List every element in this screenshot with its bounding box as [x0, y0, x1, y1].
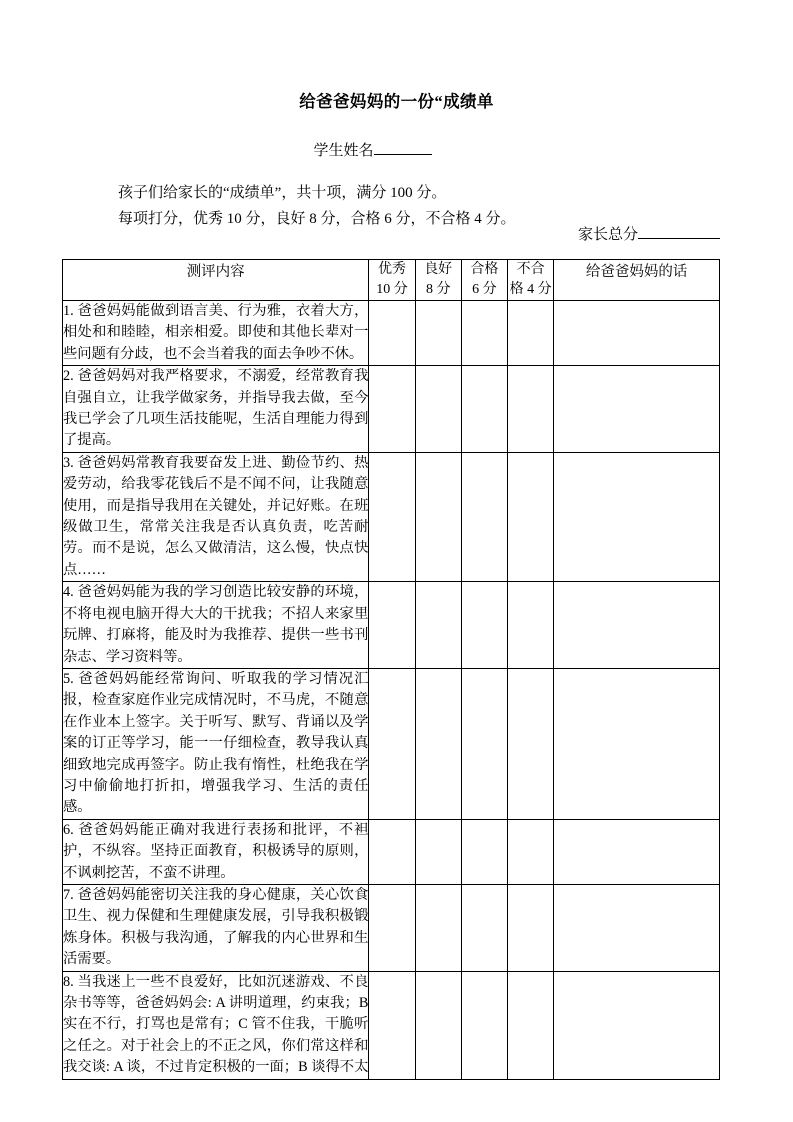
row-note-cell[interactable] — [554, 668, 720, 819]
row-pass-cell[interactable] — [461, 366, 507, 453]
header-good — [415, 260, 461, 301]
row-good-cell[interactable] — [415, 884, 461, 971]
row-excellent-cell[interactable] — [369, 668, 415, 819]
evaluation-table — [62, 259, 720, 1080]
header-fail — [508, 260, 554, 301]
table-row — [63, 668, 720, 819]
row-text: 4. 爸爸妈妈能为我的学习创造比较安静的环境，不将电视电脑开得大大的干扰我；不招人来家里玩牌、打麻将，能及时为我推荐、提供一些书刊杂志、学习资料等。 — [63, 582, 369, 669]
intro-line-2: 每项打分，优秀 10 分，良好 8 分，合格 6 分，不合格 4 分。 — [118, 211, 516, 227]
table-row — [63, 301, 720, 366]
header-pass-score: 6 分 — [472, 282, 497, 297]
parent-total-line — [0, 222, 793, 244]
row-note-cell[interactable] — [554, 301, 720, 366]
row-note-cell[interactable] — [554, 971, 720, 1079]
row-pass-cell[interactable] — [461, 452, 507, 581]
header-excellent-label: 优秀 — [377, 262, 406, 277]
table-row — [63, 452, 720, 581]
table-row — [63, 971, 720, 1079]
row-text: 5. 爸爸妈妈能经常询问、听取我的学习情况汇报，检查家庭作业完成情况时，不马虎，不随意在作业本上签字。关于听写、默写、背诵以及学案的订正等学习，能一一仔细检查，教导我认真细致地完成再签字。防止我有惰性，杜绝我在学习中偷偷地打折扣，增强我学习、生活的责任感。 — [63, 668, 369, 819]
row-text: 3. 爸爸妈妈常教育我要奋发上进、勤俭节约、热爱劳动，给我零花钱后不是不闻不问，让我随意使用，而是指导我用在关键处，并记好账。在班级做卫生，常常关注我是否认真负责，吃苦耐劳。而不是说，怎么又做清洁，这么慢，快点快点…… — [63, 452, 369, 581]
header-content: 测评内容 — [63, 260, 369, 301]
header-excellent-score: 10 分 — [376, 282, 408, 297]
row-fail-cell[interactable] — [508, 582, 554, 669]
row-fail-cell[interactable] — [508, 301, 554, 366]
row-pass-cell[interactable] — [461, 301, 507, 366]
header-excellent — [369, 260, 415, 301]
row-note-cell[interactable] — [554, 819, 720, 884]
row-fail-cell[interactable] — [508, 819, 554, 884]
row-note-cell[interactable] — [554, 366, 720, 453]
row-excellent-cell[interactable] — [369, 366, 415, 453]
row-text: 6. 爸爸妈妈能正确对我进行表扬和批评，不袒护，不纵容。坚持正面教育，积极诱导的原则，不讽刺挖苦，不蛮不讲理。 — [63, 819, 369, 884]
header-good-label: 良好 — [424, 262, 453, 277]
row-fail-cell[interactable] — [508, 452, 554, 581]
table-row — [63, 366, 720, 453]
table-row — [63, 582, 720, 669]
row-excellent-cell[interactable] — [369, 884, 415, 971]
row-pass-cell[interactable] — [461, 668, 507, 819]
row-good-cell[interactable] — [415, 452, 461, 581]
table-body — [63, 301, 720, 1080]
row-excellent-cell[interactable] — [369, 971, 415, 1079]
row-text: 7. 爸爸妈妈能密切关注我的身心健康，关心饮食卫生、视力保健和生理健康发展，引导我积极锻炼身体。积极与我沟通，了解我的内心世界和生活需要。 — [63, 884, 369, 971]
parent-total-field[interactable] — [638, 222, 720, 239]
student-name-line — [0, 138, 793, 160]
row-note-cell[interactable] — [554, 582, 720, 669]
row-excellent-cell[interactable] — [369, 582, 415, 669]
student-name-field[interactable] — [374, 138, 432, 155]
row-good-cell[interactable] — [415, 668, 461, 819]
row-note-cell[interactable] — [554, 452, 720, 581]
row-good-cell[interactable] — [415, 819, 461, 884]
row-text: 8. 当我迷上一些不良爱好，比如沉迷游戏、不良杂书等等，爸爸妈妈会: A 讲明道理，约束我；B 实在不行，打骂也是常有；C 管不住我，干脆听之任之。对于社会上的不正之风，你们常这样和我交谈: A 谈，不过肯定积极的一面；B 谈得不太 — [63, 971, 369, 1079]
header-fail-score: 格 4 分 — [509, 282, 552, 297]
intro-line-1: 孩子们给家长的“成绩单”，共十项，满分 100 分。 — [118, 185, 447, 201]
row-excellent-cell[interactable] — [369, 452, 415, 581]
row-fail-cell[interactable] — [508, 971, 554, 1079]
table-row — [63, 884, 720, 971]
row-excellent-cell[interactable] — [369, 301, 415, 366]
page-title: 给爸爸妈妈的一份“成绩单 — [299, 92, 494, 111]
row-excellent-cell[interactable] — [369, 819, 415, 884]
header-pass — [461, 260, 507, 301]
row-fail-cell[interactable] — [508, 366, 554, 453]
header-pass-label: 合格 — [470, 262, 499, 277]
row-text: 1. 爸爸妈妈能做到语言美、行为雅，衣着大方，相处和和睦睦，相亲相爱。即使和其他长辈对一些问题有分歧，也不会当着我的面去争吵不休。 — [63, 301, 369, 366]
header-note: 给爸爸妈妈的话 — [554, 260, 720, 301]
row-good-cell[interactable] — [415, 366, 461, 453]
header-fail-label: 不合 — [516, 262, 545, 277]
row-fail-cell[interactable] — [508, 884, 554, 971]
row-pass-cell[interactable] — [461, 582, 507, 669]
row-good-cell[interactable] — [415, 971, 461, 1079]
row-good-cell[interactable] — [415, 301, 461, 366]
row-good-cell[interactable] — [415, 582, 461, 669]
row-text: 2. 爸爸妈妈对我严格要求，不溺爱，经常教育我自强自立，让我学做家务，并指导我去做，至今我已学会了几项生活技能呢，生活自理能力得到了提高。 — [63, 366, 369, 453]
student-name-label: 学生姓名 — [313, 143, 374, 159]
row-note-cell[interactable] — [554, 884, 720, 971]
row-pass-cell[interactable] — [461, 819, 507, 884]
table-header-row — [63, 260, 720, 301]
parent-total-label: 家长总分 — [577, 227, 638, 243]
row-pass-cell[interactable] — [461, 971, 507, 1079]
table-row — [63, 819, 720, 884]
row-pass-cell[interactable] — [461, 884, 507, 971]
header-good-score: 8 分 — [425, 282, 451, 297]
row-fail-cell[interactable] — [508, 668, 554, 819]
